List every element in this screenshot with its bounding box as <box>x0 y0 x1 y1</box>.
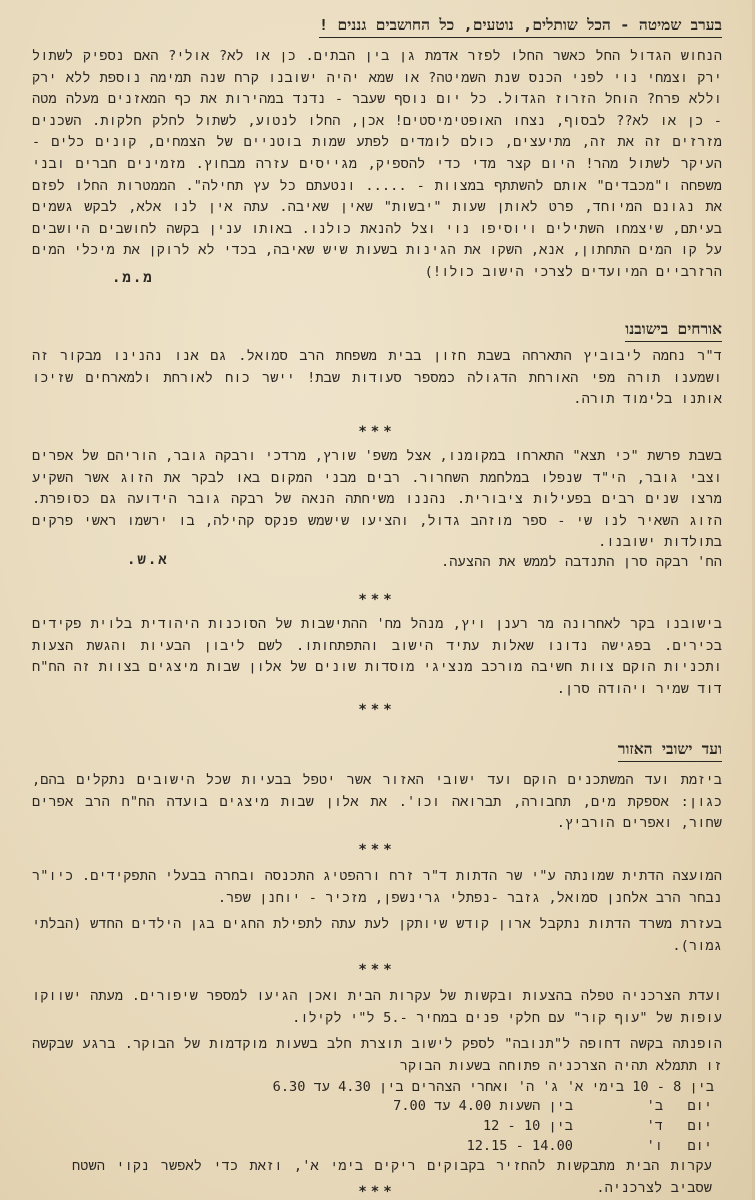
paragraph-committee-6: עקרות הבית מתבקשות להחזיר בקבוקים ריקים בימי א', וזאת כדי לאפשר נקוי השטח שסביב לצרכניה. <box>72 1158 712 1196</box>
section-heading-shmita: בערב שמיטה - הכל שותלים, נוטעים, כל החושבים גננים ! <box>319 14 722 38</box>
section-heading-guests: אורחים בישובנו <box>625 318 722 342</box>
opening-hours-line-1: בין 8 - 10 בימי א' ג' ה' ואחרי הצהרים בין 4.30 עד 6.30 <box>272 1079 714 1095</box>
paragraph-guests-1: ד"ר נחמה ליבוביץ התארחה בשבת חזון בבית משפחת הרב סמואל. גם אנו נהנינו מבקור זה ושמענו תורה מפי האורחת הדגולה כמספר סעודות שבת! יישר כוח לאורחת ולמארחים שזיכו אותנו בלימוד תורה. <box>32 348 722 408</box>
paragraph-committee-3: בעזרת משרד הדתות נתקבל ארון קודש שיותקן לעת עתה לתפילת החגים בגן הילדים החדש (הבלתי גמור). <box>32 916 722 954</box>
separator-1: *** <box>358 424 396 440</box>
opening-hours-line-3: יום ד' בין 10 - 12 <box>483 1118 712 1134</box>
opening-hours-line-4: יום ו' 14.00 - 12.15 <box>466 1138 712 1154</box>
signature-mm: מ.מ. <box>112 270 154 286</box>
separator-5: *** <box>358 962 396 978</box>
paragraph-guests-4: בישובנו בקר לאחרונה מר רענן ויץ, מנהל מח' ההתישבות של הסוכנות היהודית בלוית פקידים בכירים. בפגישה נדונו שאלות עתיד הישוב והתפתחותו. לשם ליבון הבעיות והגשת הצעות ותכניות הוקם צוות חשיבה מורכב מנציגי מוסדות שונים של אלון שבות מיצגים בצוות זה הח"ח דוד שמיר ויהודה סרן. <box>32 616 722 697</box>
separator-4: *** <box>358 842 396 858</box>
paragraph-committee-4: ועדת הצרכניה טפלה בהצעות ובקשות של עקרות הבית ואכן הגיעו למספר שיפורים. מעתה ישווקו עופות של "עוף קור" עם חלקי פנים במחיר -.5 ל"י לקילו. <box>32 988 722 1026</box>
paragraph-committee-1: ביזמת ועד המשתכנים הוקם ועד ישובי האזור אשר יטפל בבעיות שכל הישובים נתקלים בהם, כגון: אספקת מים, תחבורה, תברואה וכו'. את אלון שבות מיצגים בועדה הח"ח הרב אפרים שחור, ואפרים הורביץ. <box>32 772 722 832</box>
paragraph-shmita: הנחוש הגדול החל כאשר החלו לפזר אדמת גן בין הבתים. כן או לא? אולי? האם נספיק לשתול ירק וצמחי נוי לפני הכנס שנת השמיטה? או שמא יהיה ישובנו קרח שנה תמימה נוספת ללא ירק וללא פרח? הוחל הזרוז הגדול. כל יום נוסף שעבר - נדנד במהירות את כף המאזנים מעלה מטה - כן או לא?? לבסוף, נצחו האופטימיסטים! אכן, החלו לנטוע, לשתול לחלק חלקות. השכנים מזרזים זה את זה, מתיעצים, כולם לומדים לפתע שמות בוטניים של הצמחים, קונים כלים - העיקר לשתול מהר! היום קצר מדי כדי להספיק, מגייסים עזרה מבחוץ. מזמינים חברים ובני משפחה ו"מכבדים" אותם להשתתף במצוות - ..... ונטעתם כל עץ תחילה". הממטרות החלו לפזם את נגונם המיוחד, פרט לאותן שעות "יבשות" שאין שאיבה. עתה אין לנו אלא, לבקש גשמים בעיתם, שיצמחו השתילים ויוסיפו נוי וצל להנאת כולנו. באותו ענין בקשה לחושבים היושבים על קו המים התחתון, אנא, השקו את הגינות בשעות שיש שאיבה, בכדי לא לרוקן את מיכלי המים הרזרביים המיועדים לצרכי הישוב כולו!) <box>32 48 722 280</box>
paragraph-guests-2: בשבת פרשת "כי תצא" התארחו במקומנו, אצל משפ' שורץ, מרדכי ורבקה גובר, הוריהם של אפרים וצבי גובר, הי"ד שנפלו במלחמת השחרור. רבים מבני המקום באו לבקר את הזוג אשר השקיע מרצו שנים רבים בפעילות ציבורית. נהננו משיחתה הנאה של רבקה גובר הידועה גם כסופרת. הזוג השאיר לנו שי - ספר מוזהב גדול, והציעו שישמש פנקס קהילה, בו ירשמו ראשי פרקים בתולדות ישובנו. <box>32 448 722 551</box>
paragraph-guests-3: הח' רבקה סרן התנדבה לממש את ההצעה. <box>441 554 722 570</box>
signature-as: א.ש. <box>127 552 169 568</box>
separator-6: *** <box>358 1184 396 1200</box>
opening-hours-line-2: יום ב' בין השעות 4.00 עד 7.00 <box>393 1098 712 1114</box>
paragraph-committee-2: המועצה הדתית שמונתה ע"י שר הדתות ד"ר זרח ורהפטיג התכנסה ובחרה בבעלי התפקידים. כיו"ר נבחר הרב אלחנן סמואל, גזבר -נפתלי גרינשפן, מזכיר - יוחנן שפר. <box>32 868 722 906</box>
separator-3: *** <box>358 702 396 718</box>
separator-2: *** <box>358 592 396 608</box>
section-heading-committee: ועד ישובי האזור <box>618 738 722 762</box>
bleed-through-1 <box>709 285 715 296</box>
paragraph-committee-5: הופנתה בקשה דחופה ל"תנובה" לספק לישוב תוצרת חלב בשעות מוקדמות של הבוקר. ברגע שבקשה זו תתמלא תהיה הצרכניה פתוחה בשעות הבוקר <box>32 1036 722 1074</box>
